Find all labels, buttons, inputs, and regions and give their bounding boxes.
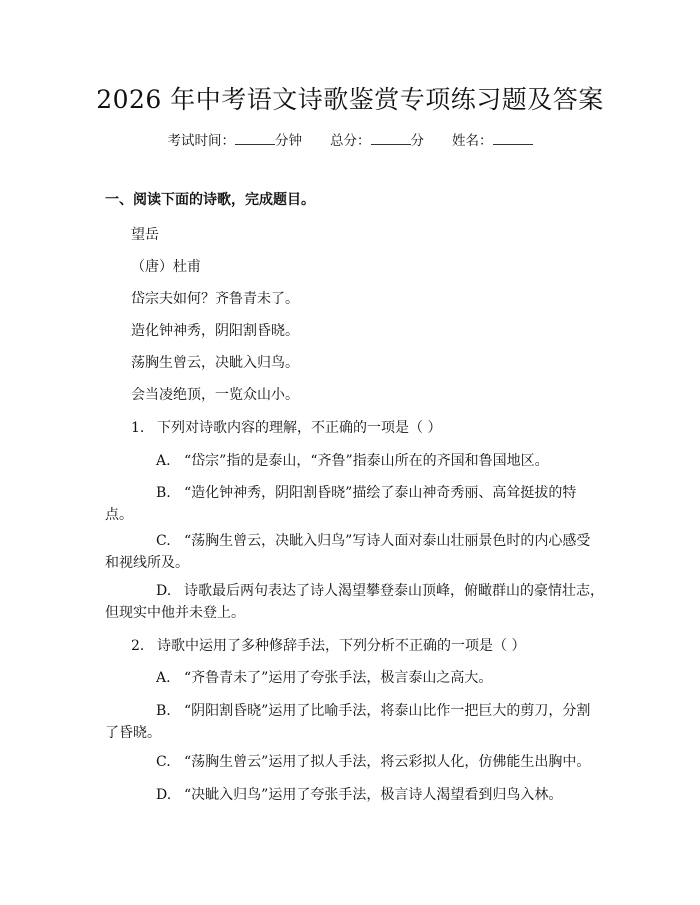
answer-option (156, 701, 590, 721)
option-text: “岱宗”指的是泰山，“齐鲁”指泰山所在的齐国和鲁国地区。 (184, 453, 549, 469)
section-heading: 一、阅读下面的诗歌，完成题目。 (105, 192, 315, 208)
answer-option (156, 785, 562, 805)
option-label: A. (156, 670, 171, 686)
page-title: 2026 年中考语文诗歌鉴赏专项练习题及答案 (96, 85, 604, 114)
question-text: 下列对诗歌内容的理解，不正确的一项是（ ） (157, 420, 442, 436)
option-text: “荡胸生曾云”运用了拟人手法，将云彩拟人化，仿佛能生出胸中。 (184, 754, 591, 770)
question-stem (131, 636, 525, 656)
name-blank (493, 132, 533, 145)
poem-line: 造化钟神秀，阴阳割昏晓。 (131, 323, 299, 339)
exam-info-bar (0, 131, 700, 151)
option-label: D. (156, 787, 172, 803)
answer-option (156, 581, 604, 601)
option-continuation: 但现实中他并未登上。 (105, 605, 245, 621)
option-label: C. (156, 754, 171, 770)
time-blank (235, 132, 275, 145)
option-label: B. (156, 703, 171, 719)
name-label: 姓名： (452, 133, 493, 149)
score-unit: 分 (410, 133, 424, 149)
answer-option (156, 752, 590, 772)
poem-author: （唐）杜甫 (131, 259, 201, 275)
answer-option (156, 531, 590, 551)
question-stem (131, 418, 441, 438)
option-label: D. (156, 583, 172, 599)
poem-line: 荡胸生曾云，决眦入归鸟。 (131, 355, 299, 371)
option-text: “决眦入归鸟”运用了夸张手法，极言诗人渴望看到归鸟入林。 (184, 787, 563, 803)
option-text: 诗歌最后两句表达了诗人渴望攀登泰山顶峰，俯瞰群山的豪情壮志， (184, 583, 604, 599)
score-blank (371, 132, 411, 145)
answer-option (156, 668, 492, 688)
score-label: 总分： (330, 133, 371, 149)
option-text: “造化钟神秀，阴阳割昏晓”描绘了泰山神奇秀丽、高耸挺拔的特 (184, 485, 577, 501)
poem-title: 望岳 (131, 227, 159, 243)
option-label: C. (156, 533, 171, 549)
option-text: “阴阳割昏晓”运用了比喻手法，将泰山比作一把巨大的剪刀，分割 (184, 703, 591, 719)
poem-line: 岱宗夫如何？齐鲁青未了。 (131, 291, 299, 307)
time-unit: 分钟 (275, 133, 302, 149)
option-label: A. (156, 453, 171, 469)
option-continuation: 了昏晓。 (105, 725, 161, 741)
time-label: 考试时间： (167, 133, 235, 149)
question-number: 1. (131, 420, 145, 436)
option-continuation: 和视线所及。 (105, 555, 189, 571)
option-text: “齐鲁青未了”运用了夸张手法，极言泰山之高大。 (184, 670, 493, 686)
option-continuation: 点。 (105, 507, 133, 523)
question-number: 2. (131, 638, 145, 654)
answer-option (156, 483, 576, 503)
option-text: “荡胸生曾云，决眦入归鸟”写诗人面对泰山壮丽景色时的内心感受 (184, 533, 591, 549)
option-label: B. (156, 485, 171, 501)
question-text: 诗歌中运用了多种修辞手法，下列分析不正确的一项是（ ） (157, 638, 526, 654)
poem-line: 会当凌绝顶，一览众山小。 (131, 387, 299, 403)
answer-option (156, 451, 549, 471)
